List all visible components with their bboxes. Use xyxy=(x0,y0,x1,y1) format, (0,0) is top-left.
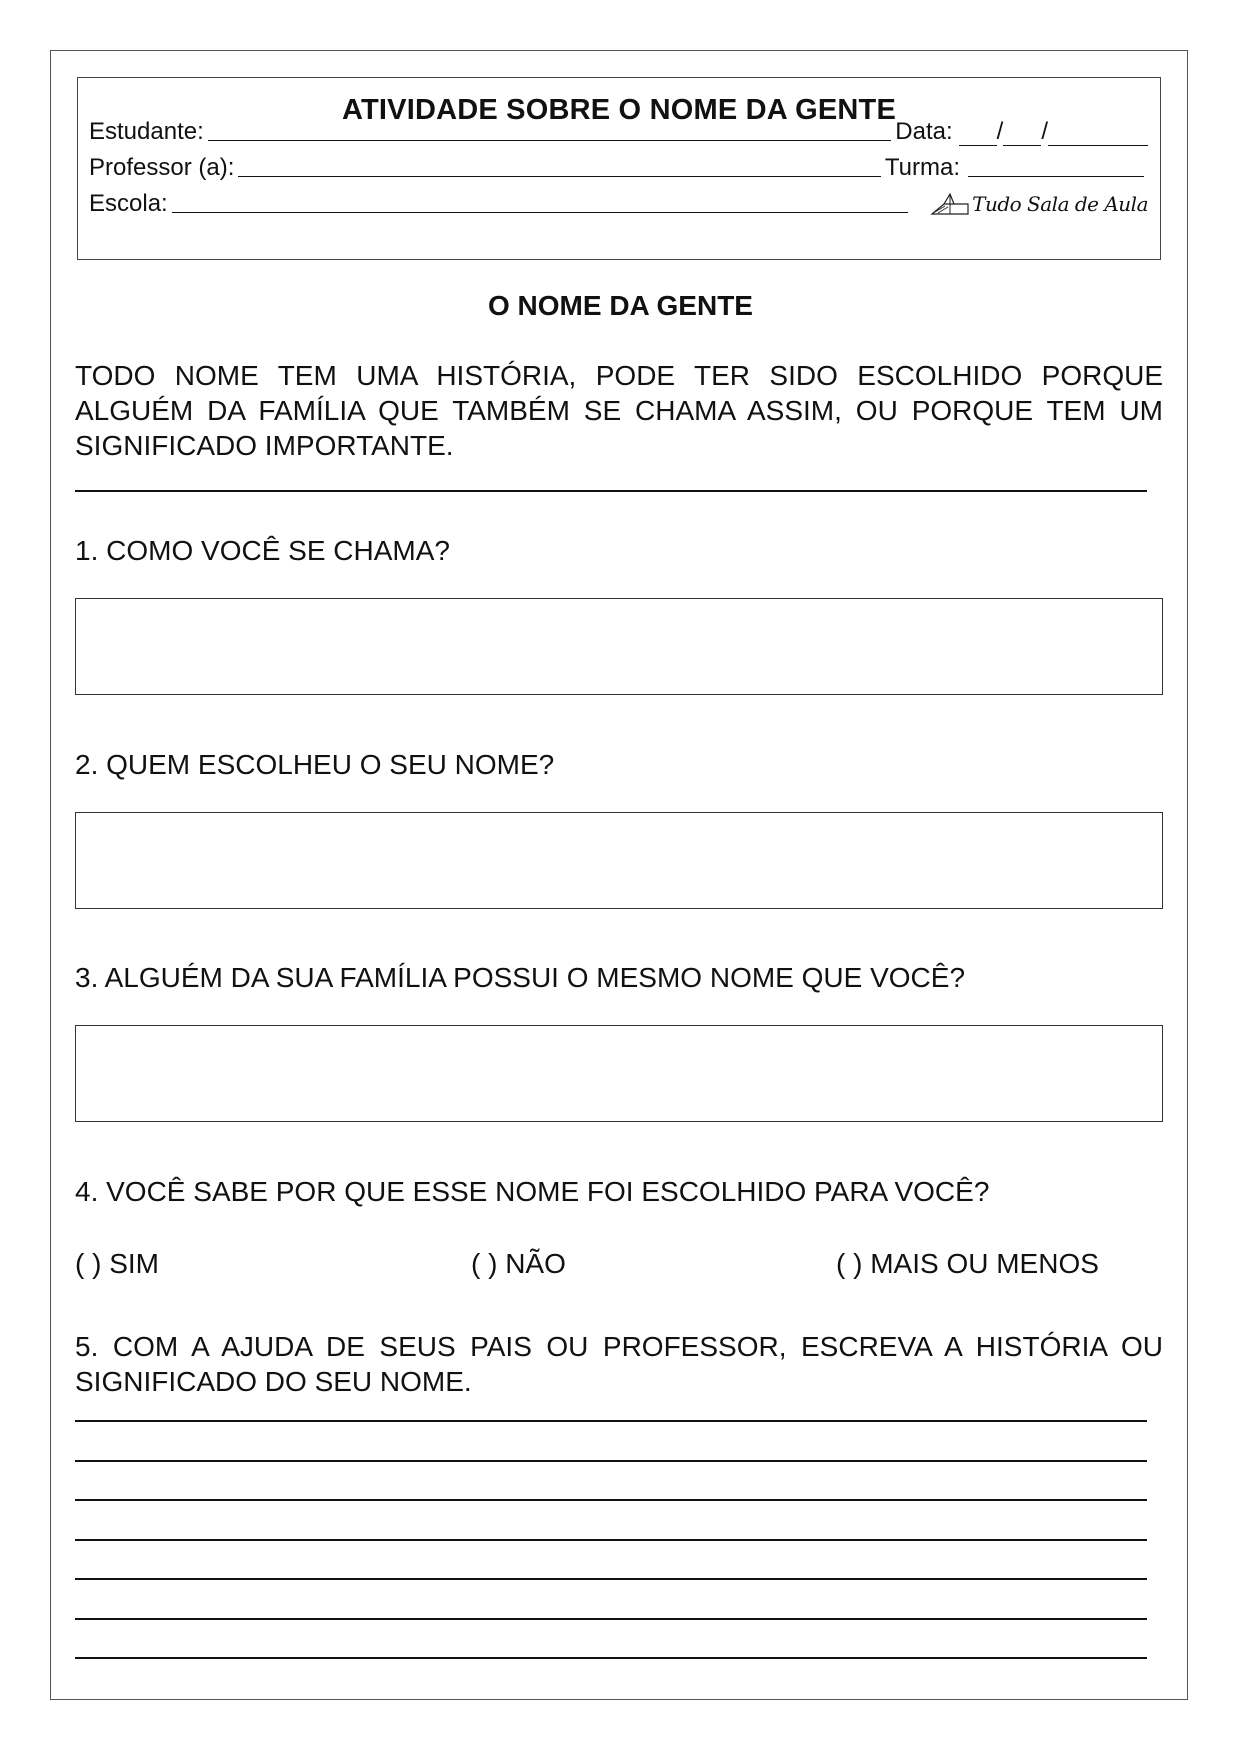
writing-line[interactable] xyxy=(75,1618,1147,1620)
date-separator: / xyxy=(1041,118,1048,145)
date-separator: / xyxy=(996,118,1004,145)
student-row xyxy=(89,116,1148,146)
writing-line[interactable] xyxy=(75,1420,1147,1422)
class-label: Turma: xyxy=(884,154,960,181)
book-logo-icon xyxy=(930,192,970,216)
intro-paragraph: TODO NOME TEM UMA HISTÓRIA, PODE TER SIDO ESCOLHIDO PORQUE ALGUÉM DA FAMÍLIA QUE TAMBÉM SE CHAMA ASSIM, OU PORQUE TEM UM SIGNIFICADO IMPORTANTE. xyxy=(75,360,1163,461)
teacher-name-field[interactable] xyxy=(238,176,881,177)
teacher-row xyxy=(89,152,1148,182)
worksheet-title: ATIVIDADE SOBRE O NOME DA GENTE xyxy=(341,94,896,126)
writing-line[interactable] xyxy=(75,1657,1147,1659)
writing-line[interactable] xyxy=(75,1539,1147,1541)
writing-line[interactable] xyxy=(75,1499,1147,1501)
school-label: Escola: xyxy=(89,190,168,217)
divider-line xyxy=(75,490,1147,492)
student-label: Estudante: xyxy=(89,118,204,145)
option-more-or-less[interactable]: ( ) MAIS OU MENOS xyxy=(836,1248,1099,1279)
header-box xyxy=(77,77,1161,260)
question-3: 3. ALGUÉM DA SUA FAMÍLIA POSSUI O MESMO NOME QUE VOCÊ? xyxy=(75,962,966,993)
student-name-field[interactable] xyxy=(208,140,892,141)
date-day-field[interactable] xyxy=(959,123,997,146)
question-5: 5. COM A AJUDA DE SEUS PAIS OU PROFESSOR, ESCREVA A HISTÓRIA OU SIGNIFICADO DO SEU NOME. xyxy=(75,1331,1163,1397)
question-2: 2. QUEM ESCOLHEU O SEU NOME? xyxy=(75,749,555,780)
logo xyxy=(930,192,1148,216)
date-label: Data: xyxy=(895,118,953,145)
school-name-field[interactable] xyxy=(172,212,908,213)
option-yes[interactable]: ( ) SIM xyxy=(75,1248,159,1279)
answer-box-2[interactable] xyxy=(75,812,1163,909)
option-no[interactable]: ( ) NÃO xyxy=(471,1248,566,1279)
date-month-field[interactable] xyxy=(1003,123,1041,146)
class-field[interactable] xyxy=(968,176,1144,177)
question-1: 1. COMO VOCÊ SE CHAMA? xyxy=(75,535,450,566)
teacher-label: Professor (a): xyxy=(89,154,235,181)
section-title: O NOME DA GENTE xyxy=(488,290,753,321)
date-year-field[interactable] xyxy=(1048,123,1148,146)
logo-text: Tudo Sala de Aula xyxy=(972,192,1148,216)
writing-line[interactable] xyxy=(75,1578,1147,1580)
writing-line[interactable] xyxy=(75,1460,1147,1462)
question-4: 4. VOCÊ SABE POR QUE ESSE NOME FOI ESCOLHIDO PARA VOCÊ? xyxy=(75,1176,990,1207)
school-row xyxy=(89,188,1148,218)
answer-box-3[interactable] xyxy=(75,1025,1163,1122)
answer-box-1[interactable] xyxy=(75,598,1163,695)
